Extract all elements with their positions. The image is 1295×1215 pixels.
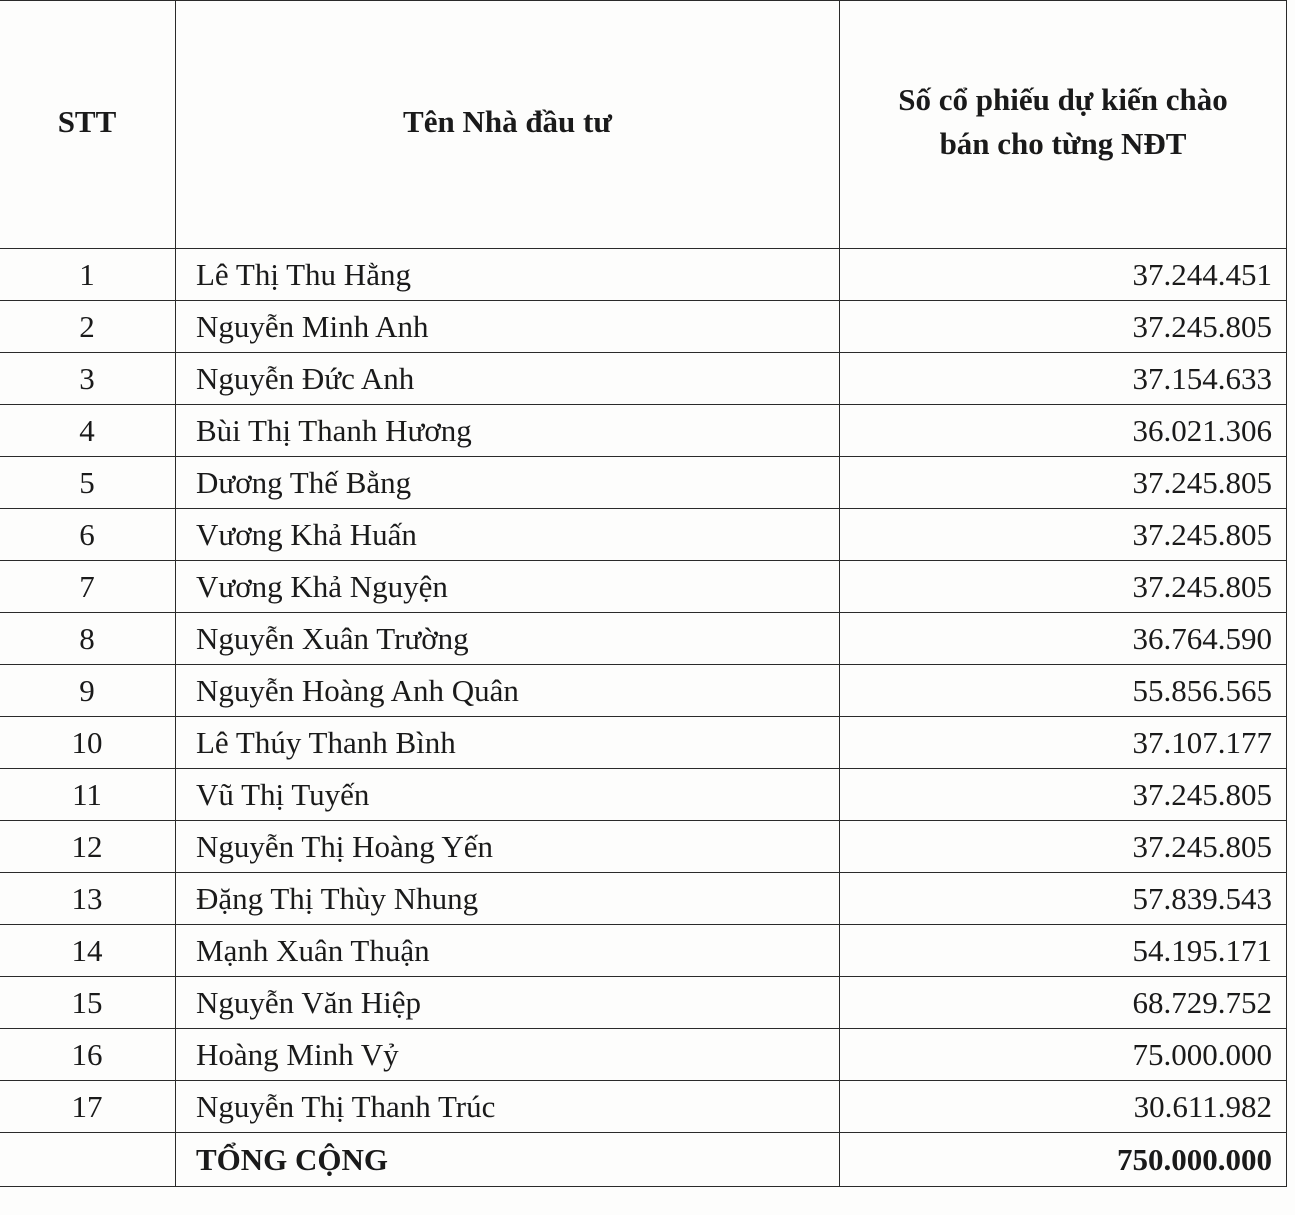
row-stt-cell: 9 xyxy=(0,665,176,717)
row-investor-name: Nguyễn Thị Thanh Trúc xyxy=(176,1081,840,1133)
row-investor-name: Vương Khả Nguyện xyxy=(176,561,840,613)
row-stt-cell: 2 xyxy=(0,301,176,353)
total-stt-cell xyxy=(0,1133,176,1187)
table-row xyxy=(0,977,1287,1029)
row-investor-name: Nguyễn Thị Hoàng Yến xyxy=(176,821,840,873)
row-stt-cell: 7 xyxy=(0,561,176,613)
row-investor-name: Mạnh Xuân Thuận xyxy=(176,925,840,977)
row-shares-value: 75.000.000 xyxy=(840,1029,1287,1081)
row-investor-name: Đặng Thị Thùy Nhung xyxy=(176,873,840,925)
total-shares: 750.000.000 xyxy=(840,1133,1287,1187)
row-shares-value: 37.107.177 xyxy=(840,717,1287,769)
row-stt-cell: 15 xyxy=(0,977,176,1029)
row-shares-value: 68.729.752 xyxy=(840,977,1287,1029)
header-investor-name: Tên Nhà đầu tư xyxy=(176,1,840,249)
table-row xyxy=(0,249,1287,301)
row-investor-name: Vũ Thị Tuyến xyxy=(176,769,840,821)
row-stt-cell: 16 xyxy=(0,1029,176,1081)
row-shares-value: 37.245.805 xyxy=(840,821,1287,873)
table-row xyxy=(0,353,1287,405)
row-investor-name: Hoàng Minh Vỷ xyxy=(176,1029,840,1081)
row-investor-name: Nguyễn Hoàng Anh Quân xyxy=(176,665,840,717)
table-row xyxy=(0,821,1287,873)
row-shares-value: 37.245.805 xyxy=(840,457,1287,509)
table-row xyxy=(0,561,1287,613)
row-stt-cell: 14 xyxy=(0,925,176,977)
row-shares-value: 37.154.633 xyxy=(840,353,1287,405)
row-stt-cell: 5 xyxy=(0,457,176,509)
row-shares-value: 37.245.805 xyxy=(840,509,1287,561)
row-stt-cell: 11 xyxy=(0,769,176,821)
table-row xyxy=(0,1029,1287,1081)
total-label: TỔNG CỘNG xyxy=(176,1133,840,1187)
table-body xyxy=(0,249,1287,1133)
header-shares-line1: Số cổ phiếu dự kiến chào xyxy=(898,81,1228,117)
table-row xyxy=(0,873,1287,925)
row-stt-cell: 4 xyxy=(0,405,176,457)
table-row xyxy=(0,717,1287,769)
row-investor-name: Lê Thúy Thanh Bình xyxy=(176,717,840,769)
row-shares-value: 30.611.982 xyxy=(840,1081,1287,1133)
row-shares-value: 37.244.451 xyxy=(840,249,1287,301)
table-row xyxy=(0,769,1287,821)
row-investor-name: Dương Thế Bằng xyxy=(176,457,840,509)
table-row xyxy=(0,509,1287,561)
row-investor-name: Bùi Thị Thanh Hương xyxy=(176,405,840,457)
row-stt-cell: 8 xyxy=(0,613,176,665)
table-row xyxy=(0,457,1287,509)
row-investor-name: Nguyễn Minh Anh xyxy=(176,301,840,353)
header-shares-line2: bán cho từng NĐT xyxy=(939,125,1187,161)
table-row xyxy=(0,301,1287,353)
row-stt-cell: 1 xyxy=(0,249,176,301)
row-stt-cell: 13 xyxy=(0,873,176,925)
table-row xyxy=(0,613,1287,665)
row-shares-value: 37.245.805 xyxy=(840,301,1287,353)
row-shares-value: 37.245.805 xyxy=(840,561,1287,613)
header-stt: STT xyxy=(0,1,176,249)
table-row xyxy=(0,405,1287,457)
total-row xyxy=(0,1133,1287,1187)
row-shares-value: 54.195.171 xyxy=(840,925,1287,977)
row-shares-value: 55.856.565 xyxy=(840,665,1287,717)
table-row xyxy=(0,925,1287,977)
row-stt-cell: 10 xyxy=(0,717,176,769)
header-shares xyxy=(840,1,1287,249)
table-header-row xyxy=(0,1,1287,249)
row-investor-name: Nguyễn Văn Hiệp xyxy=(176,977,840,1029)
table-row xyxy=(0,665,1287,717)
row-stt-cell: 6 xyxy=(0,509,176,561)
row-shares-value: 57.839.543 xyxy=(840,873,1287,925)
row-investor-name: Vương Khả Huấn xyxy=(176,509,840,561)
row-stt-cell: 3 xyxy=(0,353,176,405)
table-row xyxy=(0,1081,1287,1133)
row-shares-value: 37.245.805 xyxy=(840,769,1287,821)
row-stt-cell: 17 xyxy=(0,1081,176,1133)
row-shares-value: 36.764.590 xyxy=(840,613,1287,665)
row-investor-name: Nguyễn Xuân Trường xyxy=(176,613,840,665)
row-shares-value: 36.021.306 xyxy=(840,405,1287,457)
row-investor-name: Lê Thị Thu Hằng xyxy=(176,249,840,301)
row-investor-name: Nguyễn Đức Anh xyxy=(176,353,840,405)
row-stt-cell: 12 xyxy=(0,821,176,873)
